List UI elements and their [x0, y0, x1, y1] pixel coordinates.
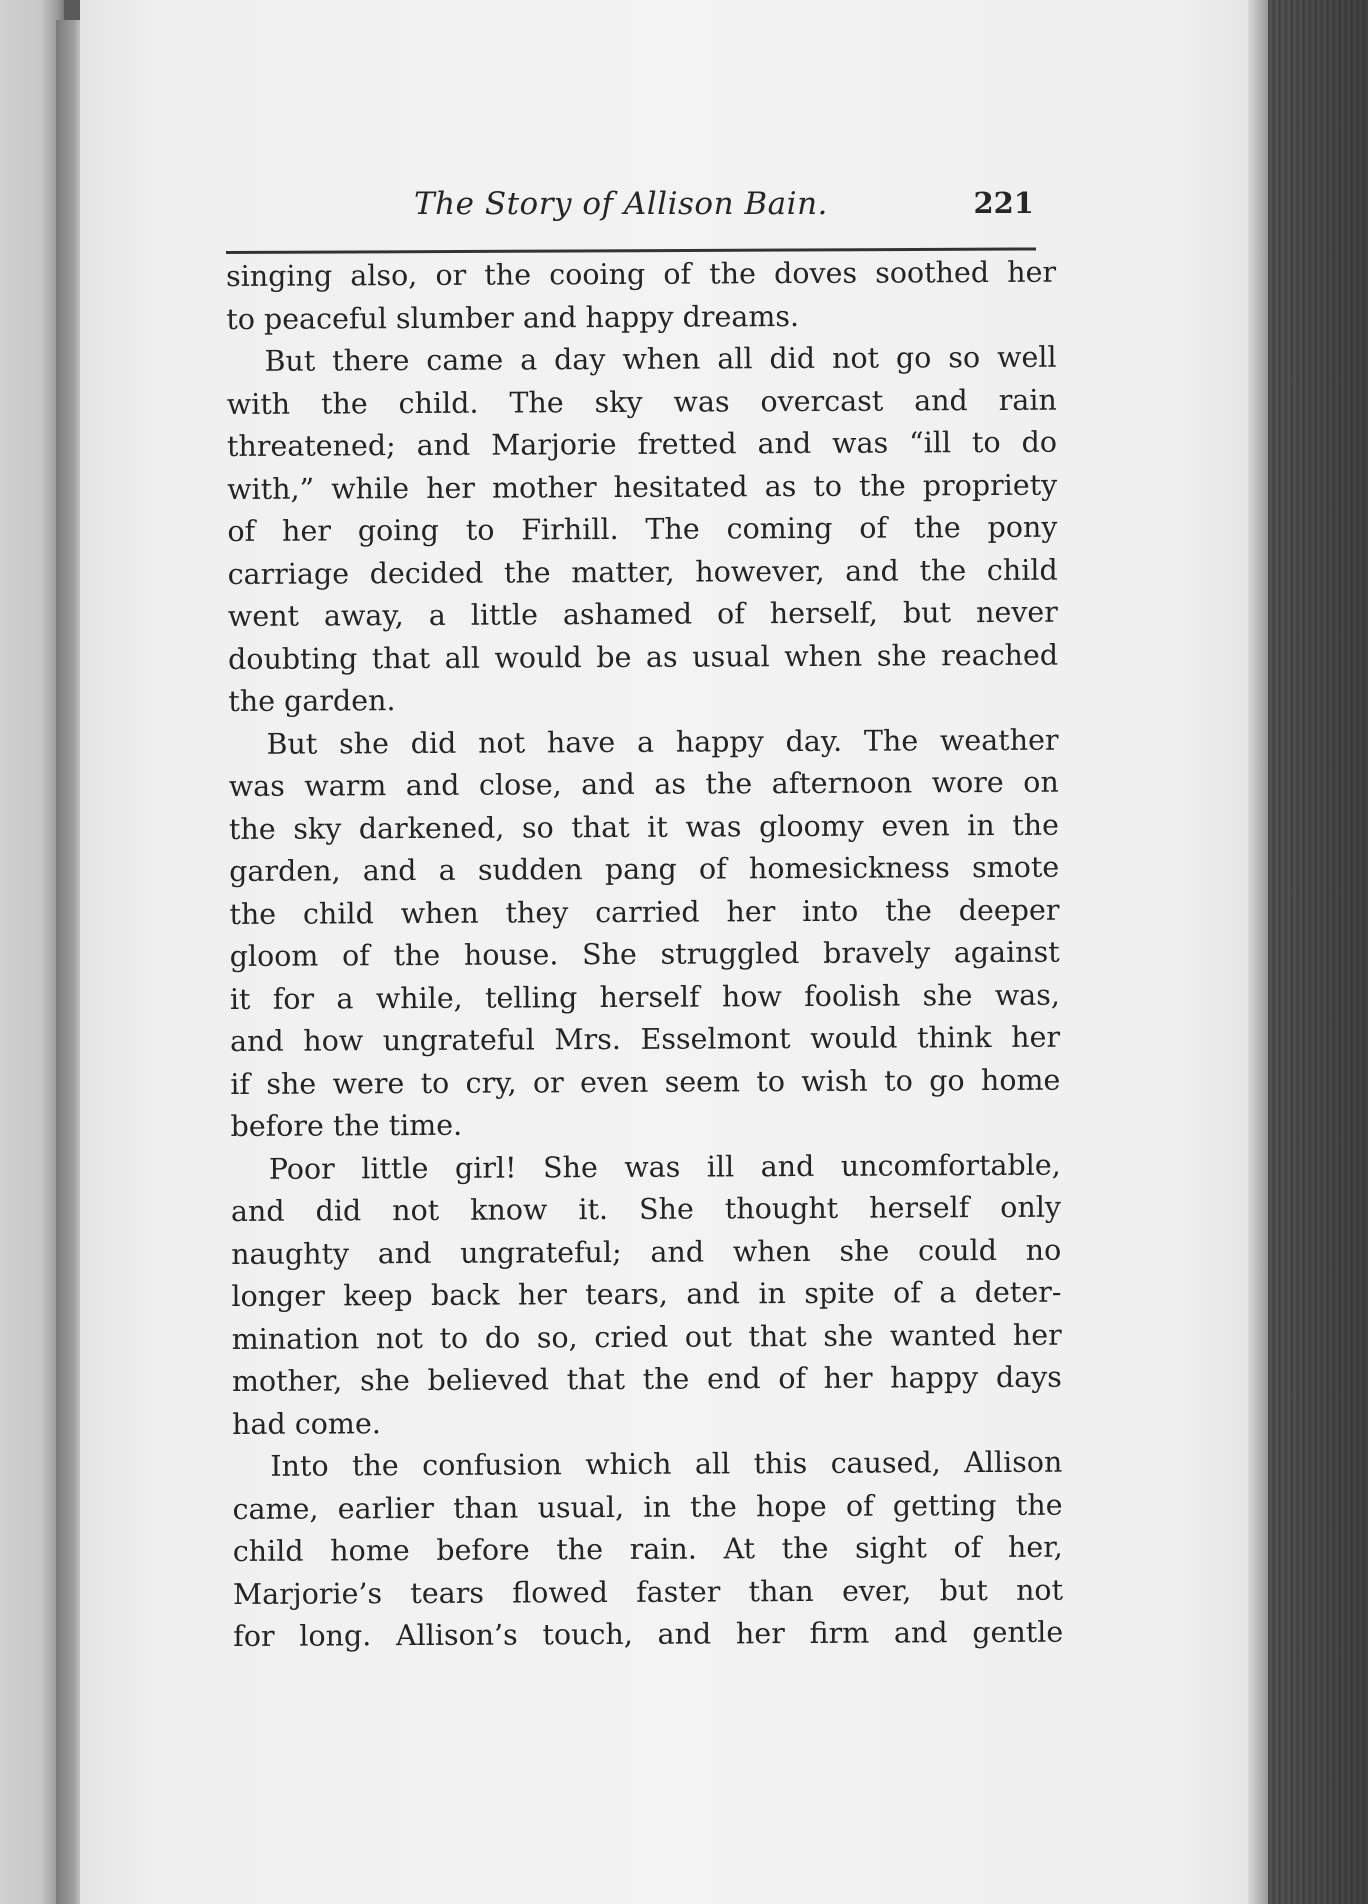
text-line: child home before the rain. At the sight of her, — [232, 1530, 1063, 1568]
running-title: The Story of Allison Bain. — [414, 186, 828, 222]
text-line: with,” while her mother hesitated as to the propriety — [227, 468, 1058, 506]
text-line: and how ungrateful Mrs. Esselmont would think her — [230, 1020, 1061, 1058]
text-line: the child when they carried her into the deeper — [229, 893, 1060, 931]
page-number: 221 — [973, 186, 1034, 220]
text-line: longer keep back her tears, and in spite of a deter- — [231, 1275, 1062, 1313]
text-line: and did not know it. She thought herself only — [230, 1190, 1062, 1228]
text-line: was warm and close, and as the afternoon wore on — [228, 765, 1059, 803]
text-line: went away, a little ashamed of herself, but never — [227, 595, 1058, 633]
text-line: doubting that all would be as usual when she reached — [228, 638, 1059, 676]
text-line: if she were to cry, or even seem to wish to go home — [230, 1063, 1061, 1101]
text-line: mination not to do so, cried out that she wanted her — [231, 1318, 1062, 1356]
text-line: But she did not have a happy day. The weather — [266, 723, 1059, 761]
text-line: threatened; and Marjorie fretted and was “ill to do — [226, 425, 1058, 463]
text-line: with the child. The sky was overcast and rain — [226, 383, 1057, 421]
text-line: had come. — [232, 1406, 381, 1441]
text-line: naughty and ungrateful; and when she could no — [231, 1233, 1062, 1271]
text-line: But there came a day when all did not go so well — [264, 340, 1057, 378]
text-line: before the time. — [230, 1108, 463, 1143]
text-line: gloom of the house. She struggled bravely against — [229, 935, 1060, 973]
text-line: Marjorie’s tears flowed faster than ever, but not — [232, 1573, 1064, 1611]
text-line: of her going to Firhill. The coming of the pony — [227, 510, 1058, 548]
text-line: came, earlier than usual, in the hope of getting the — [232, 1488, 1063, 1526]
page-right-margin-shadow — [1248, 0, 1268, 1904]
body-text — [226, 252, 1063, 1659]
text-line: the sky darkened, so that it was gloomy even in the — [228, 808, 1060, 846]
text-line: garden, and a sudden pang of homesickness smote — [229, 850, 1060, 888]
text-line: mother, she believed that the end of her happy days — [231, 1360, 1062, 1398]
running-header — [228, 186, 1034, 232]
fore-edge-shade — [1268, 0, 1368, 1904]
left-page-edge — [0, 0, 64, 1904]
text-line: to peaceful slumber and happy dreams. — [226, 299, 800, 336]
text-line: Into the confusion which all this caused, Allison — [270, 1445, 1063, 1483]
text-line: the garden. — [228, 684, 396, 718]
text-line: it for a while, telling herself how foolish she was, — [229, 978, 1060, 1016]
text-line: carriage decided the matter, however, and the child — [227, 553, 1058, 591]
text-line: singing also, or the cooing of the doves soothed her — [226, 255, 1057, 293]
text-line: for long. Allison’s touch, and her firm and gentle — [233, 1615, 1064, 1653]
text-line: Poor little girl! She was ill and uncomfortable, — [268, 1148, 1061, 1186]
